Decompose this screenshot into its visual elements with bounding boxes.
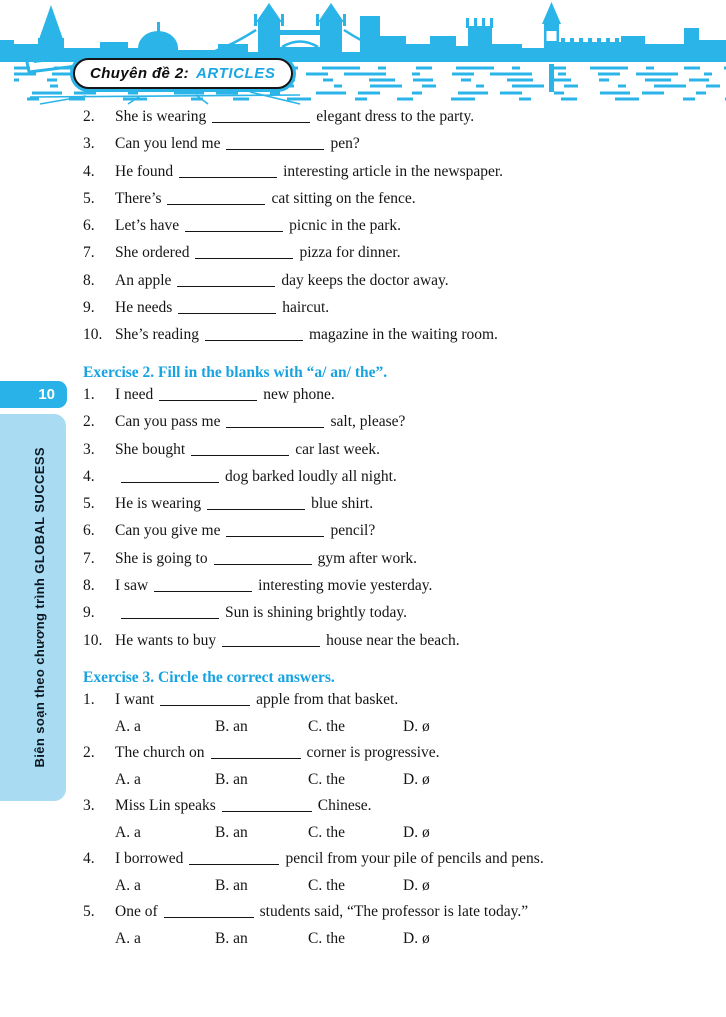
item-text-before-blank: I want: [115, 691, 155, 709]
item-text-before-blank: There’s: [115, 189, 162, 207]
exercise-question: [83, 744, 715, 797]
item-number: 9.: [83, 604, 95, 622]
item-sentence: [115, 272, 449, 290]
item-number: 8.: [83, 271, 95, 289]
blank-line: [191, 455, 289, 456]
blank-line: [212, 122, 310, 123]
item-sentence: [115, 135, 360, 153]
item-sentence: [115, 744, 440, 762]
exercise-item: [83, 413, 715, 440]
item-text-after-blank: cat sitting on the fence.: [271, 189, 416, 207]
item-text-after-blank: Sun is shining brightly today.: [225, 604, 407, 622]
item-sentence: [115, 217, 401, 235]
exercise-item: [83, 577, 715, 604]
chapter-badge-title: ARTICLES: [195, 65, 276, 82]
item-sentence: [115, 797, 372, 815]
item-sentence: [115, 550, 417, 568]
option-d: D. ø: [403, 823, 430, 841]
option-d: D. ø: [403, 717, 430, 735]
sidebar-panel: [0, 414, 66, 801]
exercise-item: [83, 744, 715, 771]
blank-line: [154, 591, 252, 592]
blank-line: [178, 313, 276, 314]
exercise-question: [83, 691, 715, 744]
exercise-question: [83, 850, 715, 903]
blank-line: [222, 811, 312, 812]
page-header: [0, 0, 726, 106]
item-sentence: [115, 850, 544, 868]
exercise-item: [83, 326, 715, 353]
big-ben-icon: [542, 2, 561, 62]
exercise-item: [83, 797, 715, 824]
option-b: B. an: [215, 770, 248, 788]
item-text-before-blank: Can you give me: [115, 522, 221, 540]
blank-line: [207, 509, 305, 510]
blank-line: [211, 758, 301, 759]
item-text-before-blank: She bought: [115, 440, 186, 458]
london-skyline-illustration: [0, 0, 726, 106]
item-text-after-blank: pencil?: [330, 522, 376, 540]
item-text-before-blank: I borrowed: [115, 850, 184, 868]
item-text-after-blank: magazine in the waiting room.: [308, 326, 498, 344]
option-a: A. a: [115, 929, 141, 947]
blank-line: [159, 400, 257, 401]
item-sentence: [115, 163, 503, 181]
item-number: 3.: [83, 797, 95, 815]
exercise-item: [83, 135, 715, 162]
exercise3-heading: Exercise 3. Circle the correct answers.: [83, 668, 335, 686]
church-spire-icon: [38, 5, 64, 42]
item-text-after-blank: pizza for dinner.: [299, 244, 401, 262]
option-c: C. the: [308, 823, 346, 841]
item-sentence: [115, 604, 407, 622]
item-text-after-blank: pencil from your pile of pencils and pens.: [285, 850, 544, 868]
skyline-buildings-right: [360, 2, 726, 62]
blank-line: [195, 258, 293, 259]
exercise-item: [83, 244, 715, 271]
chapter-badge: [73, 58, 293, 89]
page-number-tab: [0, 381, 67, 408]
item-text-before-blank: I saw: [115, 577, 149, 595]
item-text-after-blank: new phone.: [263, 385, 335, 403]
item-text-before-blank: She’s reading: [115, 326, 199, 344]
option-d: D. ø: [403, 770, 430, 788]
blank-line: [121, 482, 219, 483]
item-number: 10.: [83, 631, 103, 649]
exercise-item: [83, 441, 715, 468]
exercise2-heading: Exercise 2. Fill in the blanks with “a/ an/ the”.: [83, 363, 388, 381]
item-sentence: [115, 632, 460, 650]
option-b: B. an: [215, 717, 248, 735]
exercise-item: [83, 604, 715, 631]
item-text-after-blank: Chinese.: [317, 797, 372, 815]
blank-line: [226, 149, 324, 150]
item-text-before-blank: He wants to buy: [115, 631, 217, 649]
item-text-after-blank: car last week.: [295, 440, 380, 458]
item-sentence: [115, 413, 405, 431]
item-text-before-blank: He needs: [115, 299, 173, 317]
option-a: A. a: [115, 717, 141, 735]
exercise-item: [83, 903, 715, 930]
blank-line: [222, 646, 320, 647]
option-b: B. an: [215, 823, 248, 841]
exercise1-item-list: [83, 108, 715, 354]
item-text-after-blank: day keeps the doctor away.: [281, 271, 449, 289]
item-sentence: [115, 244, 401, 262]
exercise-item: [83, 163, 715, 190]
item-sentence: [115, 108, 474, 126]
item-number: 10.: [83, 326, 103, 344]
item-text-before-blank: One of: [115, 903, 158, 921]
answer-options-row: [83, 718, 715, 745]
item-text-after-blank: corner is progressive.: [306, 744, 440, 762]
page-number: 10: [38, 386, 55, 403]
answer-options-row: [83, 771, 715, 798]
item-text-before-blank: I need: [115, 385, 154, 403]
item-text-before-blank: The church on: [115, 744, 205, 762]
answer-options-row: [83, 877, 715, 904]
blank-line: [226, 536, 324, 537]
blank-line: [179, 177, 277, 178]
item-number: 6.: [83, 217, 95, 235]
blank-line: [226, 427, 324, 428]
item-text-after-blank: blue shirt.: [311, 495, 374, 513]
item-text-after-blank: salt, please?: [330, 413, 406, 431]
item-text-after-blank: interesting article in the newspaper.: [283, 162, 504, 180]
option-b: B. an: [215, 876, 248, 894]
blank-line: [167, 204, 265, 205]
item-sentence: [115, 522, 375, 540]
item-text-before-blank: He is wearing: [115, 495, 202, 513]
blank-line: [205, 340, 303, 341]
exercise2-item-list: [83, 386, 715, 659]
option-c: C. the: [308, 717, 346, 735]
blank-line: [189, 864, 279, 865]
item-number: 1.: [83, 691, 95, 709]
item-sentence: [115, 386, 335, 404]
exercise3-item-list: [83, 691, 715, 956]
item-text-after-blank: elegant dress to the party.: [316, 108, 475, 125]
exercise-item: [83, 691, 715, 718]
option-d: D. ø: [403, 929, 430, 947]
item-text-before-blank: Can you lend me: [115, 135, 221, 153]
item-number: 4.: [83, 850, 95, 868]
blank-line: [121, 618, 219, 619]
item-text-before-blank: Can you pass me: [115, 413, 221, 431]
blank-line: [185, 231, 283, 232]
exercise-question: [83, 797, 715, 850]
item-number: 3.: [83, 440, 95, 458]
exercise-question: [83, 903, 715, 956]
item-text-after-blank: gym after work.: [317, 549, 418, 567]
item-number: 8.: [83, 577, 95, 595]
item-text-after-blank: picnic in the park.: [289, 217, 402, 235]
option-a: A. a: [115, 876, 141, 894]
blank-line: [164, 917, 254, 918]
item-number: 4.: [83, 467, 95, 485]
exercise-item: [83, 550, 715, 577]
item-text-after-blank: interesting movie yesterday.: [258, 577, 433, 595]
item-number: 7.: [83, 549, 95, 567]
option-d: D. ø: [403, 876, 430, 894]
item-text-before-blank: She is wearing: [115, 108, 207, 125]
option-c: C. the: [308, 876, 346, 894]
item-number: 5.: [83, 903, 95, 921]
item-sentence: [115, 577, 432, 595]
chapter-badge-prefix: Chuyên đề 2:: [90, 65, 189, 82]
item-number: 5.: [83, 495, 95, 513]
item-number: 3.: [83, 135, 95, 153]
item-number: 2.: [83, 413, 95, 431]
option-a: A. a: [115, 770, 141, 788]
item-text-before-blank: She is going to: [115, 549, 208, 567]
option-c: C. the: [308, 929, 346, 947]
item-text-before-blank: Let’s have: [115, 217, 180, 235]
exercise-item: [83, 217, 715, 244]
exercise-item: [83, 495, 715, 522]
item-sentence: [115, 326, 498, 344]
exercise-item: [83, 272, 715, 299]
item-sentence: [115, 441, 380, 459]
exercise-item: [83, 299, 715, 326]
item-sentence: [115, 468, 397, 486]
item-sentence: [115, 299, 329, 317]
item-text-after-blank: apple from that basket.: [256, 691, 399, 709]
answer-options-row: [83, 824, 715, 851]
blank-line: [214, 564, 312, 565]
exercise-content: [83, 108, 715, 956]
blank-line: [177, 286, 275, 287]
item-sentence: [115, 691, 398, 709]
item-text-after-blank: dog barked loudly all night.: [225, 467, 397, 485]
answer-options-row: [83, 930, 715, 957]
perspective-grid-lines: [30, 92, 300, 104]
item-text-after-blank: haircut.: [282, 299, 330, 317]
item-number: 2.: [83, 108, 95, 125]
exercise-item: [83, 108, 715, 135]
item-sentence: [115, 190, 416, 208]
item-number: 1.: [83, 385, 95, 403]
item-sentence: [115, 903, 528, 921]
item-number: 4.: [83, 162, 95, 180]
option-c: C. the: [308, 770, 346, 788]
item-sentence: [115, 495, 373, 513]
item-text-after-blank: students said, “The professor is late today.”: [259, 903, 529, 921]
item-text-after-blank: pen?: [330, 135, 360, 153]
item-text-before-blank: Miss Lin speaks: [115, 797, 216, 815]
item-text-before-blank: He found: [115, 162, 174, 180]
item-number: 2.: [83, 744, 95, 762]
exercise-item: [83, 386, 715, 413]
exercise-item: [83, 468, 715, 495]
item-number: 5.: [83, 189, 95, 207]
exercise-item: [83, 190, 715, 217]
exercise-item: [83, 632, 715, 659]
item-text-before-blank: An apple: [115, 271, 172, 289]
item-number: 6.: [83, 522, 95, 540]
item-text-after-blank: house near the beach.: [326, 631, 460, 649]
blank-line: [160, 705, 250, 706]
item-number: 9.: [83, 299, 95, 317]
item-text-before-blank: She ordered: [115, 244, 190, 262]
option-a: A. a: [115, 823, 141, 841]
option-b: B. an: [215, 929, 248, 947]
sidebar-vertical-text: Biên soạn theo chương trình GLOBAL SUCCESS: [31, 447, 47, 768]
exercise-item: [83, 850, 715, 877]
item-number: 7.: [83, 244, 95, 262]
exercise-item: [83, 522, 715, 549]
